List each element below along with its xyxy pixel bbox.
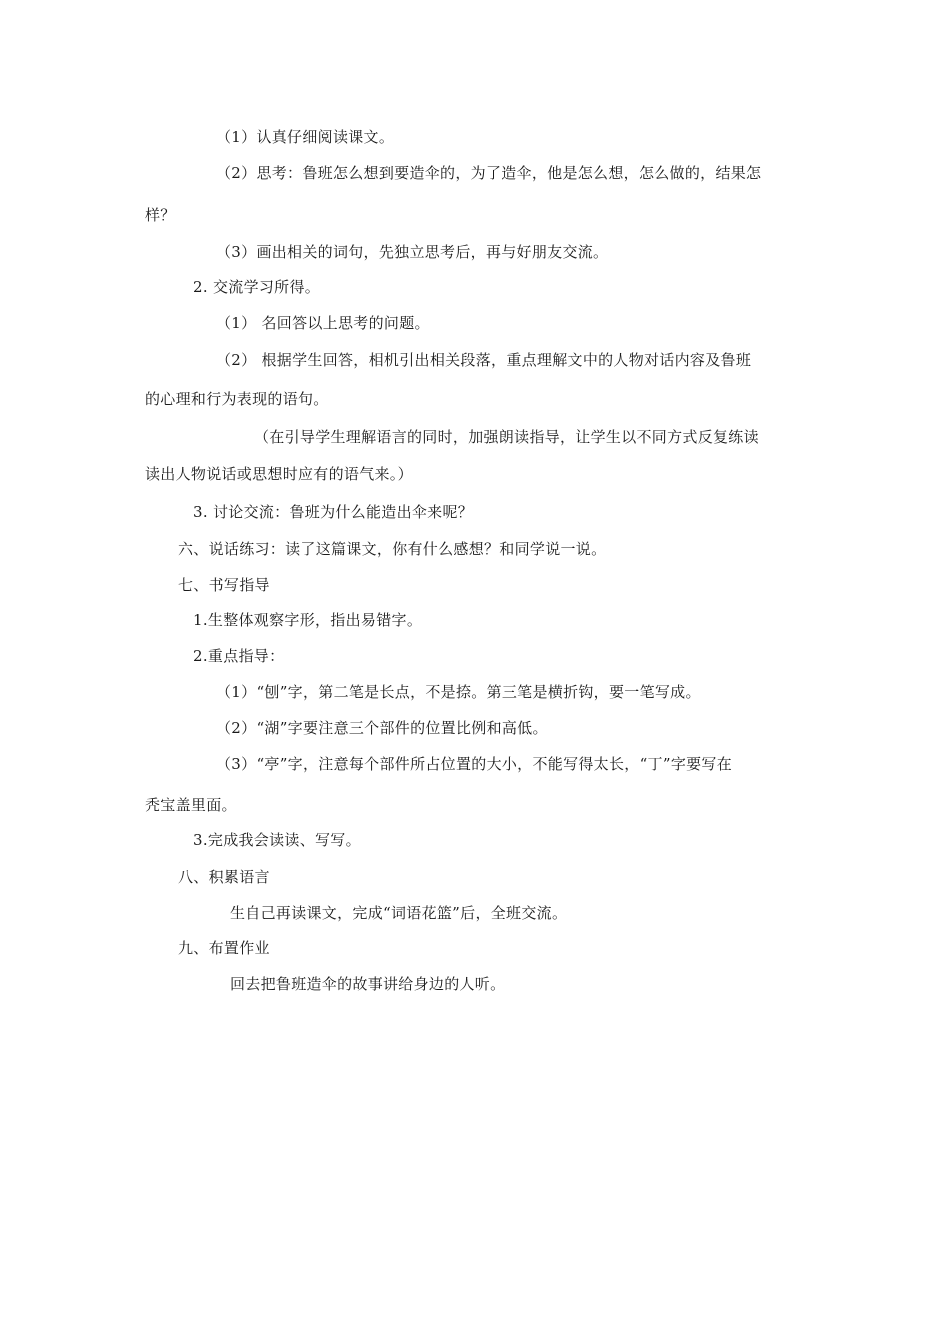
writing-step-2: 2.重点指导： <box>193 647 285 665</box>
homework-task: 回去把鲁班造伞的故事讲给身边的人听。 <box>230 975 506 993</box>
step-2-think-line2: 样？ <box>145 206 176 224</box>
step-3-mark-sentences: （3）画出相关的词句，先独立思考后，再与好朋友交流。 <box>216 243 609 261</box>
accumulate-task: 生自己再读课文，完成“词语花篮”后，全班交流。 <box>230 904 568 922</box>
guidance-note-line1: （在引导学生理解语言的同时，加强朗读指导，让学生以不同方式反复练读 <box>254 428 759 446</box>
section-3-discussion: 3. 讨论交流：鲁班为什么能造出伞来呢？ <box>193 503 474 521</box>
step-1-read-text: （1）认真仔细阅读课文。 <box>216 128 395 146</box>
section-2-exchange: 2. 交流学习所得。 <box>193 278 321 296</box>
writing-point-1: （1）“刨”字，第二笔是长点，不是捺。第三笔是横折钩，要一笔写成。 <box>216 683 701 701</box>
heading-speaking-practice: 六、说话练习：读了这篇课文，你有什么感想？和同学说一说。 <box>178 540 607 558</box>
heading-homework: 九、布置作业 <box>178 939 270 957</box>
exchange-item-2-line2: 的心理和行为表现的语句。 <box>145 390 329 408</box>
writing-point-3-line1: （3）“亭”字，注意每个部件所占位置的大小，不能写得太长，“丁”字要写在 <box>216 755 733 773</box>
exchange-item-1: （1） 名回答以上思考的问题。 <box>216 314 430 332</box>
heading-accumulate-language: 八、积累语言 <box>178 868 270 886</box>
writing-step-3: 3.完成我会读读、写写。 <box>193 831 361 849</box>
writing-step-1: 1.生整体观察字形，指出易错字。 <box>193 611 423 629</box>
heading-writing-guidance: 七、书写指导 <box>178 576 270 594</box>
guidance-note-line2: 读出人物说话或思想时应有的语气来。） <box>145 465 413 483</box>
exchange-item-2-line1: （2） 根据学生回答，相机引出相关段落，重点理解文中的人物对话内容及鲁班 <box>216 351 752 369</box>
step-2-think-line1: （2）思考：鲁班怎么想到要造伞的，为了造伞，他是怎么想，怎么做的，结果怎 <box>216 164 762 182</box>
writing-point-3-line2: 秃宝盖里面。 <box>145 796 237 814</box>
writing-point-2: （2）“湖”字要注意三个部件的位置比例和高低。 <box>216 719 548 737</box>
